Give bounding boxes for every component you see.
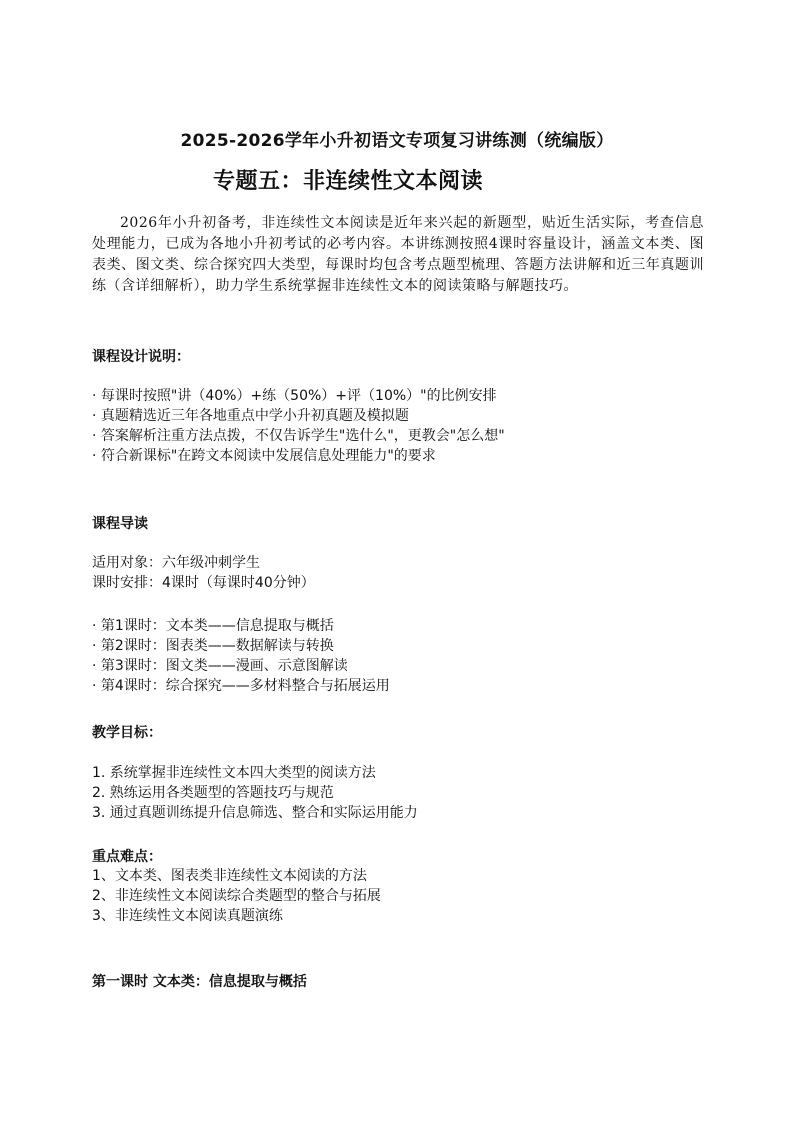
lesson1-heading: 第一课时 文本类：信息提取与概括 [92,974,307,990]
list-item: 1、文本类、图表类非连续性文本阅读的方法 [92,868,367,884]
list-item: 2. 熟练运用各类题型的答题技巧与规范 [92,785,334,801]
list-item: · 答案解析注重方法点拨，不仅告诉学生"选什么"，更教会"怎么想" [92,428,505,444]
list-item: · 符合新课标"在跨文本阅读中发展信息处理能力"的要求 [92,448,436,464]
list-item: 2、非连续性文本阅读综合类题型的整合与拓展 [92,888,381,904]
list-item: · 第1课时：文本类——信息提取与概括 [92,618,334,634]
list-item: 3. 通过真题训练提升信息筛选、整合和实际运用能力 [92,805,418,821]
intro-paragraph: 2026年小升初备考，非连续性文本阅读是近年来兴起的新题型，贴近生活实际，考查信息处理能力，已成为各地小升初考试的必考内容。本讲练测按照4课时容量设计，涵盖文本类、图表类、图文类、综合探究四大类型，每课时均包含考点题型梳理、答题方法讲解和近三年真题训练（含详细解析），助力学生系统掌握非连续性文本的阅读策略与解题技巧。 [92,215,704,294]
guide-audience: 适用对象：六年级冲刺学生 [92,555,260,571]
list-item: · 真题精选近三年各地重点中学小升初真题及模拟题 [92,408,409,424]
design-list [92,386,505,466]
list-item: 3、非连续性文本阅读真题演练 [92,908,283,924]
list-item: · 第3课时：图文类——漫画、示意图解读 [92,658,348,674]
guide-schedule: 课时安排：4课时（每课时40分钟） [92,575,315,591]
lesson-list [92,616,390,696]
design-heading: 课程设计说明： [92,349,190,365]
guide-heading: 课程导读 [92,516,148,532]
document-title: 2025-2026学年小升初语文专项复习讲练测（统编版） [180,131,614,151]
list-item: · 第4课时：综合探究——多材料整合与拓展运用 [92,678,390,694]
list-item: 1. 系统掌握非连续性文本四大类型的阅读方法 [92,765,376,781]
goals-heading: 教学目标： [92,725,162,741]
goals-list [92,763,418,823]
list-item: · 每课时按照"讲（40%）+练（50%）+评（10%）"的比例安排 [92,388,497,404]
list-item: · 第2课时：图表类——数据解读与转换 [92,638,334,654]
keypoints-list [92,866,381,926]
keypoints-heading: 重点难点： [92,849,162,865]
document-subtitle: 专题五：非连续性文本阅读 [213,168,484,194]
